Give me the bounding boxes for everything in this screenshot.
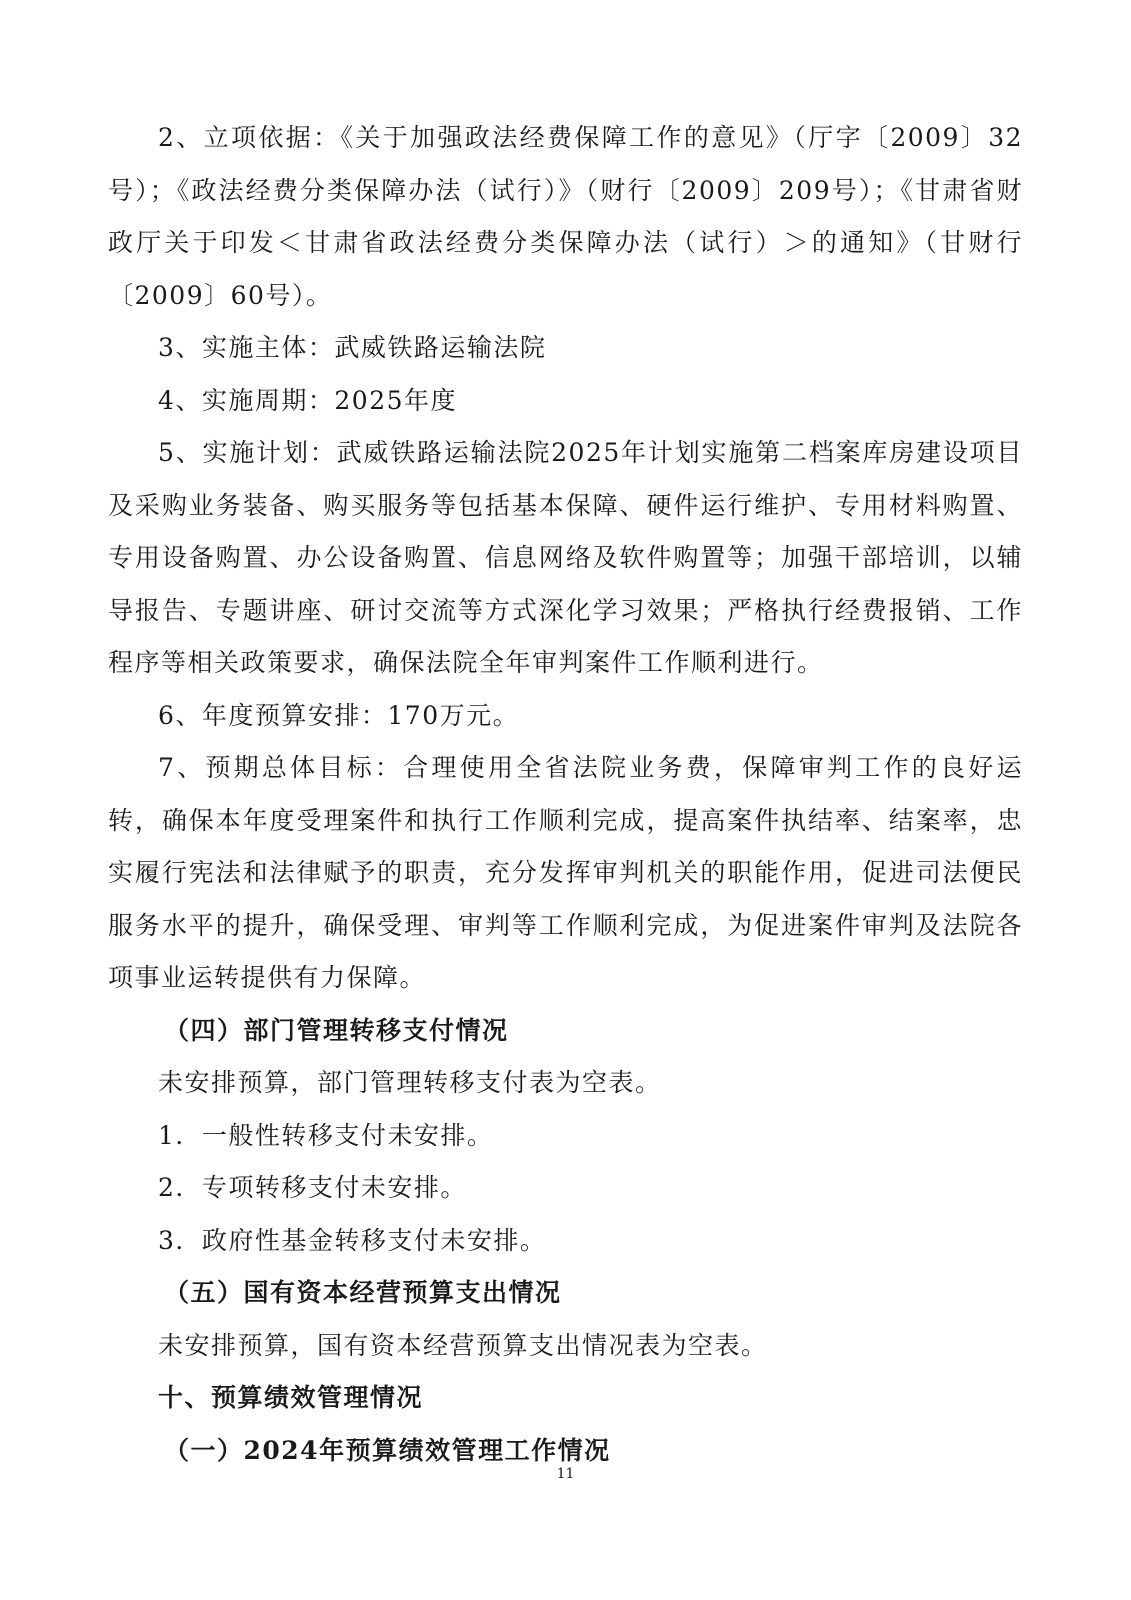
paragraph-transfer-empty: 未安排预算，部门管理转移支付表为空表。 [158,1068,662,1097]
section-heading-2024-performance: （一）2024年预算绩效管理工作情况 [164,1435,611,1465]
paragraph-general-transfer: 1．一般性转移支付未安排。 [158,1120,494,1150]
paragraph-state-capital-empty: 未安排预算，国有资本经营预算支出情况表为空表。 [158,1330,768,1360]
paragraph-implementation-period: 4、实施周期：2025年度 [158,385,458,415]
section-heading-state-capital: （五）国有资本经营预算支出情况 [164,1278,562,1307]
page-number: 11 [556,1466,575,1482]
paragraph-implementation-plan: 5、实施计划：武威铁路运输法院2025年计划实施第二档案库房建设项目及采购业务装备、购买服务等包括基本保障、硬件运行维护、专用材料购置、专用设备购置、办公设备购置、信息网络及软件购置等；加强干部培训，以辅导报告、专题讲座、研讨交流等方式深化学习效果；严格执行经费报销、工作程序等相关政策要求，确保法院全年审判案件工作顺利进行。 [108,438,1023,677]
paragraph-implementing-entity: 3、实施主体：武威铁路运输法院 [158,333,547,362]
paragraph-special-transfer: 2．专项转移支付未安排。 [158,1173,467,1202]
section-heading-transfer-payments: （四）部门管理转移支付情况 [164,1015,509,1045]
paragraph-project-basis: 2、立项依据：《关于加强政法经费保障工作的意见》（厅字〔2009〕32号）；《政法经费分类保障办法（试行）》（财行〔2009〕209号）；《甘肃省财政厅关于印发＜甘肃省政法经费分类保障办法（试行）＞的通知》（甘财行〔2009〕60号）。 [108,123,1023,310]
paragraph-fund-transfer: 3．政府性基金转移支付未安排。 [158,1225,547,1255]
chapter-heading-performance: 十、预算绩效管理情况 [158,1383,424,1412]
paragraph-overall-goal: 7、预期总体目标：合理使用全省法院业务费，保障审判工作的良好运转，确保本年度受理案件和执行工作顺利完成，提高案件执结率、结案率，忠实履行宪法和法律赋予的职责，充分发挥审判机关的职能作用，促进司法便民服务水平的提升，确保受理、审判等工作顺利完成，为促进案件审判及法院各项事业运转提供有力保障。 [108,753,1023,992]
document-body [108,112,1023,1477]
paragraph-annual-budget: 6、年度预算安排：170万元。 [158,700,520,730]
